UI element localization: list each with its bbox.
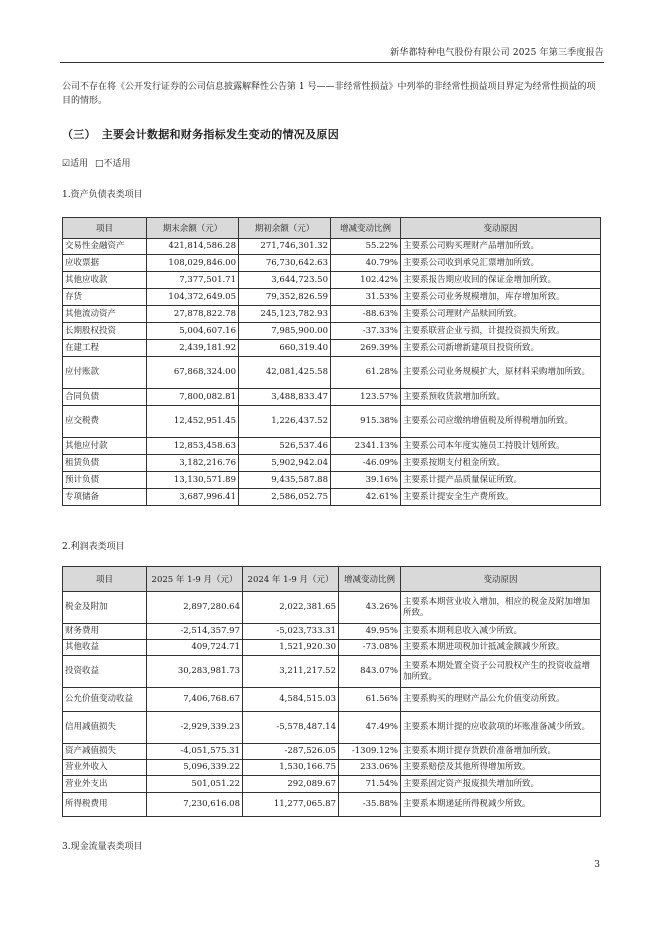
table-row xyxy=(63,438,601,455)
change-cell: 61.28% xyxy=(331,357,401,389)
table-row xyxy=(63,744,601,760)
prior-period-cell: 1,521,920.30 xyxy=(243,640,339,656)
change-cell: -1309.12% xyxy=(339,744,401,760)
begin-balance-cell: 1,226,437.52 xyxy=(239,406,331,438)
current-period-cell: -4,051,575.31 xyxy=(147,744,243,760)
table-row xyxy=(63,340,601,357)
item-cell: 在建工程 xyxy=(63,340,147,357)
report-title-header: 新华都特种电气股份有限公司 2025 年第三季度报告 xyxy=(390,48,604,58)
reason-cell: 主要系购买的理财产品公允价值变动所致。 xyxy=(401,688,601,712)
reason-cell: 主要系联营企业亏损，计提投资损失所致。 xyxy=(401,323,601,340)
table-row xyxy=(63,592,601,624)
end-balance-cell: 12,452,951.45 xyxy=(147,406,239,438)
begin-balance-cell: 271,746,301.32 xyxy=(239,239,331,255)
item-cell: 税金及附加 xyxy=(63,592,147,624)
begin-balance-cell: 660,319.40 xyxy=(239,340,331,357)
table-row xyxy=(63,255,601,272)
prior-period-cell: 2,022,381.65 xyxy=(243,592,339,624)
current-period-cell: 501,051.22 xyxy=(147,776,243,793)
reason-cell: 主要系本期进项税加计抵减金额减少所致。 xyxy=(401,640,601,656)
reason-cell: 主要系本期利息收入减少所致。 xyxy=(401,624,601,640)
item-cell: 租赁负债 xyxy=(63,455,147,472)
table-row xyxy=(63,357,601,389)
balance-sheet-table xyxy=(62,217,601,506)
reason-cell: 主要系公司理财产品赎回所致。 xyxy=(401,306,601,323)
income-statement-title: 2.利润表类项目 xyxy=(62,542,125,552)
current-period-cell: 7,230,616.08 xyxy=(147,793,243,817)
item-cell: 应交税费 xyxy=(63,406,147,438)
change-cell: 2341.13% xyxy=(331,438,401,455)
intro-paragraph: 公司不存在将《公开发行证券的公司信息披露解释性公告第 1 号——非经常性损益》中列举的非经常性损益项目界定为经常性损益的项目的情形。 xyxy=(62,82,596,106)
begin-balance-cell: 526,537.46 xyxy=(239,438,331,455)
reason-cell: 主要系本期计提的应收款项的坏账准备减少所致。 xyxy=(401,712,601,744)
table-row xyxy=(63,472,601,489)
change-cell: -37.33% xyxy=(331,323,401,340)
table-header-row xyxy=(63,218,601,239)
header-divider xyxy=(60,62,604,63)
cash-flow-title: 3.现金流量表类项目 xyxy=(62,842,143,852)
item-cell: 资产减值损失 xyxy=(63,744,147,760)
reason-cell: 主要系固定资产报废损失增加所致。 xyxy=(401,776,601,793)
change-cell: -73.08% xyxy=(339,640,401,656)
reason-cell: 主要系公司新增新建项目投资所致。 xyxy=(401,340,601,357)
item-cell: 预计负债 xyxy=(63,472,147,489)
current-period-cell: 409,724.71 xyxy=(147,640,243,656)
reason-cell: 主要系预收货款增加所致。 xyxy=(401,389,601,406)
page-header xyxy=(0,0,662,64)
end-balance-cell: 67,868,324.00 xyxy=(147,357,239,389)
begin-balance-cell: 9,435,587.88 xyxy=(239,472,331,489)
change-cell: 42.61% xyxy=(331,489,401,506)
item-cell: 所得税费用 xyxy=(63,793,147,817)
current-period-cell: 7,406,768.67 xyxy=(147,688,243,712)
table-row xyxy=(63,760,601,776)
begin-balance-cell: 7,985,900.00 xyxy=(239,323,331,340)
column-header: 2025 年 1-9 月（元） xyxy=(147,567,243,592)
reason-cell: 主要系公司业务规模扩大，原材料采购增加所致。 xyxy=(401,357,601,389)
change-cell: 71.54% xyxy=(339,776,401,793)
item-cell: 合同负债 xyxy=(63,389,147,406)
table-row xyxy=(63,712,601,744)
item-cell: 投资收益 xyxy=(63,656,147,688)
begin-balance-cell: 42,081,425.58 xyxy=(239,357,331,389)
end-balance-cell: 27,878,822.78 xyxy=(147,306,239,323)
end-balance-cell: 12,853,458.63 xyxy=(147,438,239,455)
table-row xyxy=(63,656,601,688)
change-cell: 843.07% xyxy=(339,656,401,688)
column-header: 项目 xyxy=(63,218,147,239)
change-cell: 47.49% xyxy=(339,712,401,744)
end-balance-cell: 5,004,607.16 xyxy=(147,323,239,340)
item-cell: 应付账款 xyxy=(63,357,147,389)
table-row xyxy=(63,323,601,340)
item-cell: 公允价值变动收益 xyxy=(63,688,147,712)
column-header: 期初余额（元） xyxy=(239,218,331,239)
column-header: 变动原因 xyxy=(401,218,601,239)
page-number: 3 xyxy=(594,860,600,870)
reason-cell: 主要系本期处置全资子公司股权产生的投资收益增加所致。 xyxy=(401,656,601,688)
begin-balance-cell: 3,488,833.47 xyxy=(239,389,331,406)
table-row xyxy=(63,406,601,438)
section-title: （三） 主要会计数据和财务指标发生变动的情况及原因 xyxy=(62,128,339,141)
reason-cell: 主要系公司购买理财产品增加所致。 xyxy=(401,239,601,255)
column-header: 变动原因 xyxy=(401,567,601,592)
change-cell: 40.79% xyxy=(331,255,401,272)
item-cell: 专项储备 xyxy=(63,489,147,506)
change-cell: -46.09% xyxy=(331,455,401,472)
change-cell: 31.53% xyxy=(331,289,401,306)
table-row xyxy=(63,640,601,656)
column-header: 项目 xyxy=(63,567,147,592)
begin-balance-cell: 2,586,052.75 xyxy=(239,489,331,506)
end-balance-cell: 3,182,216.76 xyxy=(147,455,239,472)
table-row xyxy=(63,793,601,817)
end-balance-cell: 3,687,996.41 xyxy=(147,489,239,506)
reason-cell: 主要系计提产品质量保证所致。 xyxy=(401,472,601,489)
end-balance-cell: 7,800,082.81 xyxy=(147,389,239,406)
reason-cell: 主要系赔偿及其他所得增加所致。 xyxy=(401,760,601,776)
table-row xyxy=(63,289,601,306)
change-cell: 49.95% xyxy=(339,624,401,640)
prior-period-cell: 4,584,515.03 xyxy=(243,688,339,712)
table-row xyxy=(63,389,601,406)
change-cell: 61.56% xyxy=(339,688,401,712)
column-header: 增减变动比例 xyxy=(331,218,401,239)
change-cell: 43.26% xyxy=(339,592,401,624)
change-cell: -88.63% xyxy=(331,306,401,323)
prior-period-cell: 292,089.67 xyxy=(243,776,339,793)
reason-cell: 主要系本期计提存货跌价准备增加所致。 xyxy=(401,744,601,760)
current-period-cell: -2,929,339.23 xyxy=(147,712,243,744)
item-cell: 其他应付款 xyxy=(63,438,147,455)
end-balance-cell: 2,439,181.92 xyxy=(147,340,239,357)
column-header: 期末余额（元） xyxy=(147,218,239,239)
table-row xyxy=(63,624,601,640)
change-cell: 915.38% xyxy=(331,406,401,438)
current-period-cell: 5,096,339.22 xyxy=(147,760,243,776)
prior-period-cell: -5,578,487.14 xyxy=(243,712,339,744)
column-header: 增减变动比例 xyxy=(339,567,401,592)
end-balance-cell: 421,814,586.28 xyxy=(147,239,239,255)
item-cell: 营业外收入 xyxy=(63,760,147,776)
column-header: 2024 年 1-9 月（元） xyxy=(243,567,339,592)
change-cell: -35.88% xyxy=(339,793,401,817)
item-cell: 其他流动资产 xyxy=(63,306,147,323)
begin-balance-cell: 3,644,723.50 xyxy=(239,272,331,289)
current-period-cell: -2,514,357.97 xyxy=(147,624,243,640)
reason-cell: 主要系按期支付租金所致。 xyxy=(401,455,601,472)
begin-balance-cell: 76,730,642.63 xyxy=(239,255,331,272)
item-cell: 长期股权投资 xyxy=(63,323,147,340)
applicability-options xyxy=(62,156,130,169)
reason-cell: 主要系报告期应收回的保证金增加所致。 xyxy=(401,272,601,289)
reason-cell: 主要系本期递延所得税减少所致。 xyxy=(401,793,601,817)
not-applicable-checkbox: □不适用 xyxy=(94,159,131,169)
item-cell: 信用减值损失 xyxy=(63,712,147,744)
income-statement-table xyxy=(62,566,601,817)
item-cell: 存货 xyxy=(63,289,147,306)
applicable-checkbox: ☑适用 xyxy=(62,159,89,169)
begin-balance-cell: 79,352,826.59 xyxy=(239,289,331,306)
end-balance-cell: 7,377,501.71 xyxy=(147,272,239,289)
prior-period-cell: 11,277,065.87 xyxy=(243,793,339,817)
item-cell: 应收票据 xyxy=(63,255,147,272)
change-cell: 102.42% xyxy=(331,272,401,289)
prior-period-cell: -5,023,733.31 xyxy=(243,624,339,640)
table-row xyxy=(63,272,601,289)
current-period-cell: 30,283,981.73 xyxy=(147,656,243,688)
item-cell: 其他应收款 xyxy=(63,272,147,289)
item-cell: 交易性金融资产 xyxy=(63,239,147,255)
table-row xyxy=(63,489,601,506)
change-cell: 39.16% xyxy=(331,472,401,489)
reason-cell: 主要系本期营业收入增加，相应的税金及附加增加所致。 xyxy=(401,592,601,624)
reason-cell: 主要系公司本年度实施员工持股计划所致。 xyxy=(401,438,601,455)
reason-cell: 主要系公司业务规模增加，库存增加所致。 xyxy=(401,289,601,306)
table-row xyxy=(63,776,601,793)
current-period-cell: 2,897,280.64 xyxy=(147,592,243,624)
table-row xyxy=(63,239,601,255)
begin-balance-cell: 245,123,782.93 xyxy=(239,306,331,323)
prior-period-cell: 3,211,217.52 xyxy=(243,656,339,688)
change-cell: 269.39% xyxy=(331,340,401,357)
prior-period-cell: -287,526.05 xyxy=(243,744,339,760)
item-cell: 营业外支出 xyxy=(63,776,147,793)
end-balance-cell: 104,372,649.05 xyxy=(147,289,239,306)
table-row xyxy=(63,688,601,712)
prior-period-cell: 1,530,166.75 xyxy=(243,760,339,776)
end-balance-cell: 108,029,846.00 xyxy=(147,255,239,272)
change-cell: 233.06% xyxy=(339,760,401,776)
change-cell: 55.22% xyxy=(331,239,401,255)
reason-cell: 主要系计提安全生产费所致。 xyxy=(401,489,601,506)
table-row xyxy=(63,455,601,472)
begin-balance-cell: 5,902,942.04 xyxy=(239,455,331,472)
item-cell: 财务费用 xyxy=(63,624,147,640)
change-cell: 123.57% xyxy=(331,389,401,406)
item-cell: 其他收益 xyxy=(63,640,147,656)
reason-cell: 主要系公司收到承兑汇票增加所致。 xyxy=(401,255,601,272)
table-header-row xyxy=(63,567,601,592)
reason-cell: 主要系公司应缴纳增值税及所得税增加所致。 xyxy=(401,406,601,438)
balance-sheet-title: 1.资产负债表类项目 xyxy=(62,190,143,200)
table-row xyxy=(63,306,601,323)
end-balance-cell: 13,130,571.89 xyxy=(147,472,239,489)
